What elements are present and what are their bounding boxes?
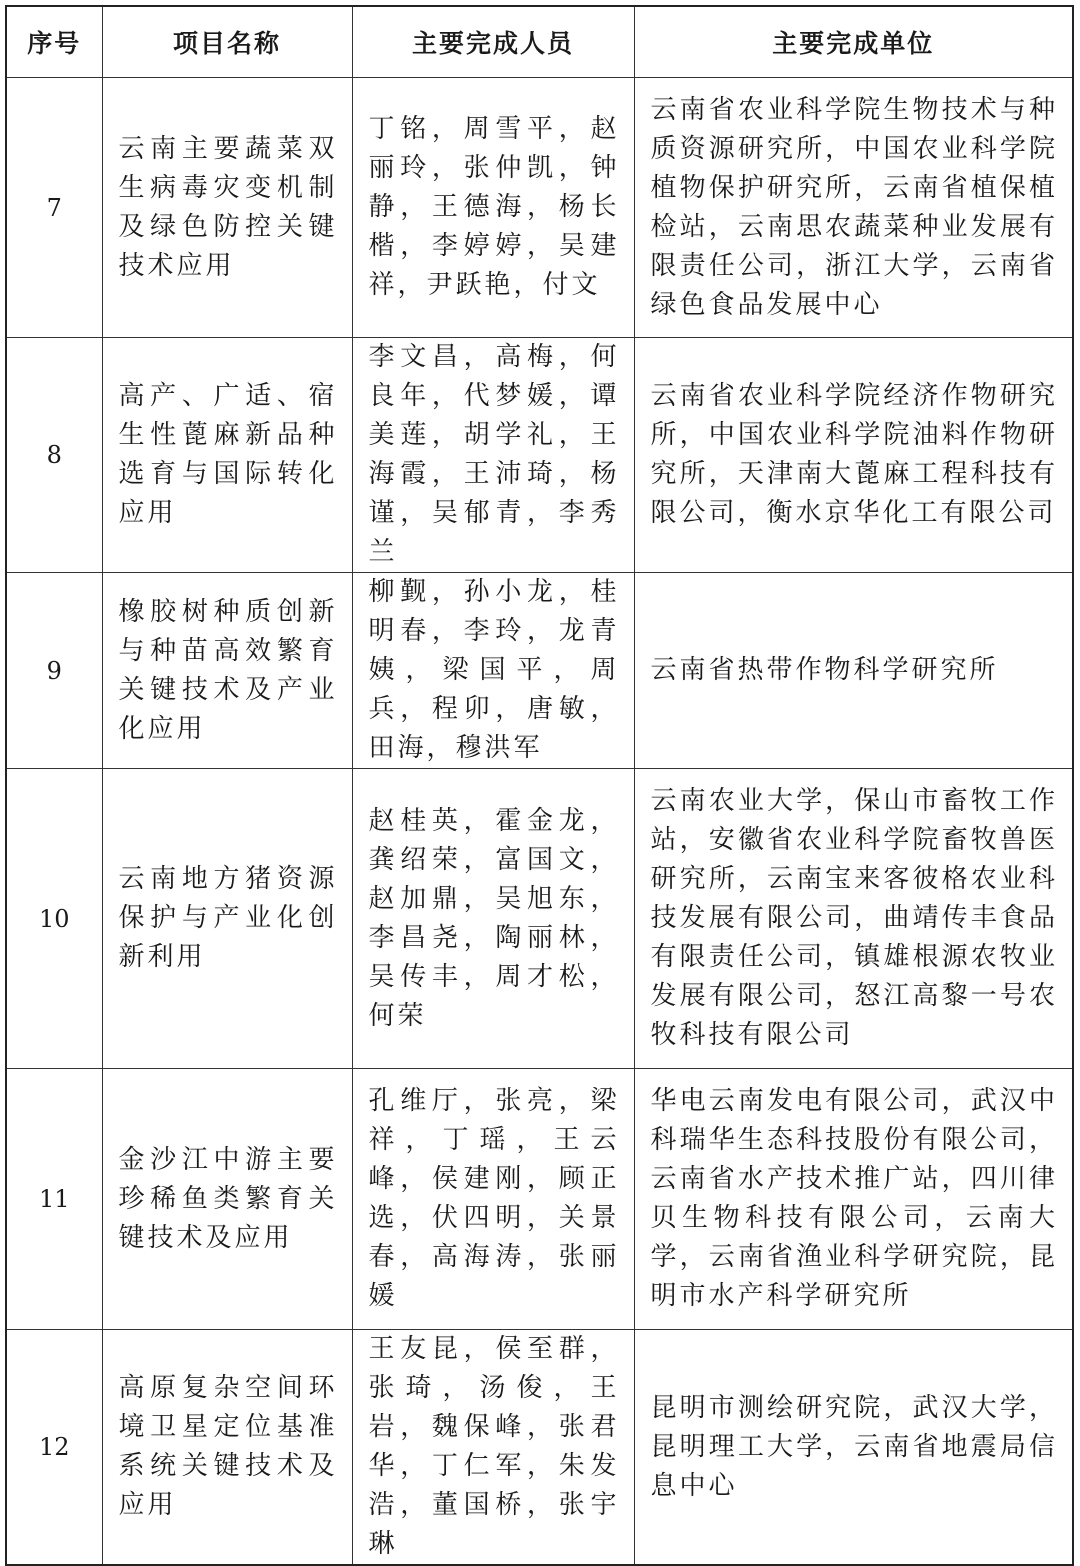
awards-table bbox=[5, 5, 1074, 1566]
row-no: 8 bbox=[6, 338, 102, 573]
people-list: 李文昌，高梅，何良年，代梦媛，谭美莲，胡学礼，王海霞，王沛琦，杨谨，吴郁青，李秀兰 bbox=[352, 338, 634, 573]
table-row bbox=[6, 573, 1073, 769]
unit-list: 云南省热带作物科学研究所 bbox=[634, 573, 1073, 769]
unit-list: 华电云南发电有限公司，武汉中科瑞华生态科技股份有限公司，云南省水产技术推广站，四川律贝生物科技有限公司，云南大学，云南省渔业科学研究院，昆明市水产科学研究所 bbox=[634, 1069, 1073, 1330]
row-no: 7 bbox=[6, 78, 102, 338]
project-name: 橡胶树种质创新与种苗高效繁育关键技术及产业化应用 bbox=[102, 573, 352, 769]
project-name: 云南主要蔬菜双生病毒灾变机制及绿色防控关键技术应用 bbox=[102, 78, 352, 338]
unit-list: 云南省农业科学院经济作物研究所，中国农业科学院油料作物研究所，天津南大蓖麻工程科技有限公司，衡水京华化工有限公司 bbox=[634, 338, 1073, 573]
project-name: 云南地方猪资源保护与产业化创新利用 bbox=[102, 769, 352, 1069]
project-name: 高产、广适、宿生性蓖麻新品种选育与国际转化应用 bbox=[102, 338, 352, 573]
table-row bbox=[6, 769, 1073, 1069]
row-no: 11 bbox=[6, 1069, 102, 1330]
table-row bbox=[6, 338, 1073, 573]
project-name: 金沙江中游主要珍稀鱼类繁育关键技术及应用 bbox=[102, 1069, 352, 1330]
project-name: 高原复杂空间环境卫星定位基准系统关键技术及应用 bbox=[102, 1330, 352, 1566]
row-no: 10 bbox=[6, 769, 102, 1069]
people-list: 孔维厅，张亮，梁祥，丁瑶，王云峰，侯建刚，顾正选，伏四明，关景春，高海涛，张丽媛 bbox=[352, 1069, 634, 1330]
unit-list: 云南农业大学，保山市畜牧工作站，安徽省农业科学院畜牧兽医研究所，云南宝来客彼格农业科技发展有限公司，曲靖传丰食品有限责任公司，镇雄根源农牧业发展有限公司，怒江高黎一号农牧科技有限公司 bbox=[634, 769, 1073, 1069]
unit-list: 昆明市测绘研究院，武汉大学，昆明理工大学，云南省地震局信息中心 bbox=[634, 1330, 1073, 1566]
people-list: 王友昆，侯至群，张琦，汤俊，王岩，魏保峰，张君华，丁仁军，朱发浩，董国桥，张宇琳 bbox=[352, 1330, 634, 1566]
people-list: 赵桂英，霍金龙，龚绍荣，富国文，赵加鼎，吴旭东，李昌尧，陶丽林，吴传丰，周才松，何荣 bbox=[352, 769, 634, 1069]
row-no: 12 bbox=[6, 1330, 102, 1566]
row-no: 9 bbox=[6, 573, 102, 769]
header-row bbox=[6, 6, 1073, 78]
table-row bbox=[6, 1330, 1073, 1566]
header-people: 主要完成人员 bbox=[352, 6, 634, 78]
unit-list: 云南省农业科学院生物技术与种质资源研究所，中国农业科学院植物保护研究所，云南省植保植检站，云南思农蔬菜种业发展有限责任公司，浙江大学，云南省绿色食品发展中心 bbox=[634, 78, 1073, 338]
people-list: 丁铭，周雪平，赵丽玲，张仲凯，钟静，王德海，杨长楷，李婷婷，吴建祥，尹跃艳，付文 bbox=[352, 78, 634, 338]
people-list: 柳觐，孙小龙，桂明春，李玲，龙青姨，梁国平，周兵，程卯，唐敏，田海，穆洪军 bbox=[352, 573, 634, 769]
header-project-name: 项目名称 bbox=[102, 6, 352, 78]
header-units: 主要完成单位 bbox=[634, 6, 1073, 78]
table-row bbox=[6, 1069, 1073, 1330]
header-no: 序号 bbox=[6, 6, 102, 78]
table-row bbox=[6, 78, 1073, 338]
